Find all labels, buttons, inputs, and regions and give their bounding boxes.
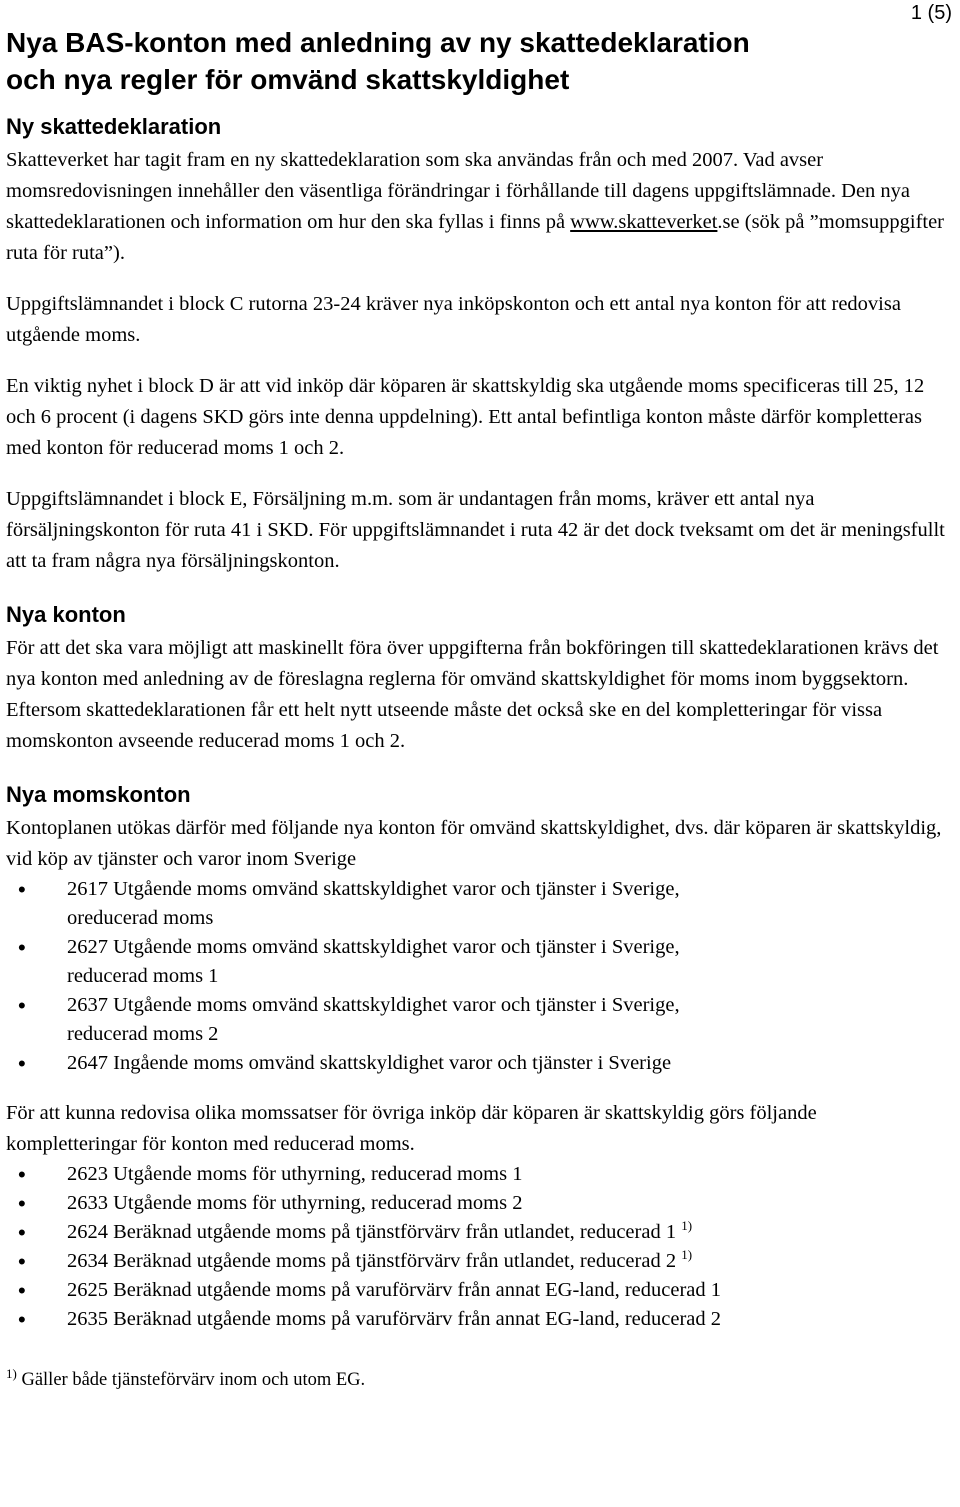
list-item: [6, 1049, 952, 1078]
list-item: [6, 1247, 952, 1276]
heading-nya-konton: Nya konton: [6, 602, 126, 627]
list-item-text: 2635 Beräknad utgående moms på varuförvärv från annat EG-land, reducerad 2: [67, 1308, 722, 1330]
footnote: [6, 1365, 952, 1392]
title-line-2: och nya regler för omvänd skattskyldighet: [6, 64, 570, 95]
list-item: [6, 1218, 952, 1247]
list-item-text: 2637 Utgående moms omvänd skattskyldighet varor och tjänster i Sverige,: [67, 994, 680, 1016]
list-item-text: reducerad moms 2: [67, 1023, 219, 1045]
paragraph-block-d: En viktig nyhet i block D är att vid inköp där köparen är skattskyldig ska utgående moms specificeras till 25, 12 och 6 procent (i dagens SKD görs inte denna uppdelning). Ett antal befintliga konton måste därför kompletteras med konton för reducerad moms 1 och 2.: [6, 375, 925, 459]
footnote-marker: 1): [6, 1365, 17, 1381]
list-item-text: 2647 Ingående moms omvänd skattskyldighet varor och tjänster i Sverige: [67, 1052, 672, 1074]
footnote-reference: 1): [681, 1218, 693, 1234]
account-list-reducerad: [6, 1160, 952, 1334]
paragraph-nya-konton: För att det ska vara möjligt att maskinellt föra över uppgifterna från bokföringen till skattedeklarationen krävs det nya konton med anledning av de föreslagna reglerna för omvänd skattskyldighet för moms inom byggsektorn. Eftersom skattedeklarationen får ett helt nytt utseende måste det också ske en del kompletteringar för vissa momskonton avseende reducerad moms 1 och 2.: [6, 637, 939, 752]
list-item: [6, 875, 952, 933]
list-item-text: oreducerad moms: [67, 907, 214, 929]
paragraph-block-c: Uppgiftslämnandet i block C rutorna 23-24 kräver nya inköpskonton och ett antal nya konton för att redovisa utgående moms.: [6, 293, 901, 346]
title-line-1: Nya BAS-konton med anledning av ny skattedeklaration: [6, 27, 750, 58]
list-item-text: reducerad moms 1: [67, 965, 219, 987]
paragraph-block-e: Uppgiftslämnandet i block E, Försäljning m.m. som är undantagen från moms, kräver ett antal nya försäljningskonton för ruta 41 i SKD. För uppgiftslämnandet i ruta 42 är det dock tveksamt om det är meningsfullt att ta fram några nya försäljningskonton.: [6, 488, 945, 572]
page-number: 1 (5): [910, 2, 952, 24]
list-item-text: 2627 Utgående moms omvänd skattskyldighet varor och tjänster i Sverige,: [67, 936, 680, 958]
list-item: [6, 1305, 952, 1334]
list-item: [6, 1189, 952, 1218]
document-body: [6, 24, 952, 1392]
heading-nya-momskonton: Nya momskonton: [6, 782, 191, 807]
paragraph-kontoplanen: Kontoplanen utökas därför med följande nya konton för omvänd skattskyldighet, dvs. där köparen är skattskyldig, vid köp av tjänster och varor inom Sverige: [6, 817, 942, 870]
list-item: [6, 1276, 952, 1305]
list-item: [6, 991, 952, 1049]
paragraph-kompletteringar: För att kunna redovisa olika momssatser för övriga inköp där köparen är skattskyldig görs följande kompletteringar för konton med reducerad moms.: [6, 1102, 817, 1155]
skatteverket-link[interactable]: www.skatteverket: [570, 211, 718, 233]
list-item-text: 2617 Utgående moms omvänd skattskyldighet varor och tjänster i Sverige,: [67, 878, 680, 900]
list-item-text: 2624 Beräknad utgående moms på tjänstförvärv från utlandet, reducerad 1: [67, 1221, 677, 1243]
footnote-reference: 1): [681, 1247, 693, 1263]
list-item-text: 2634 Beräknad utgående moms på tjänstförvärv från utlandet, reducerad 2: [67, 1250, 677, 1272]
document-title: [6, 24, 952, 98]
paragraph-intro-start: Skatteverket har tagit fram en ny skattedeklaration som ska användas från och med 2007. Vad avser momsredovisningen innehåller den väsentliga förändringar i förhållande till dagens uppgiftslämnade. Den nya skattedeklarationen och information om hur den ska fyllas i finns på: [6, 149, 911, 233]
paragraph-intro-end: .se (sök på ”momsuppgifter ruta för ruta”).: [6, 211, 945, 264]
list-item-text: 2633 Utgående moms för uthyrning, reducerad moms 2: [67, 1192, 523, 1214]
footnote-text: Gäller både tjänsteförvärv inom och utom EG.: [16, 1370, 366, 1390]
list-item-text: 2623 Utgående moms för uthyrning, reducerad moms 1: [67, 1163, 523, 1185]
paragraph-intro: [6, 145, 952, 269]
list-item-text: 2625 Beräknad utgående moms på varuförvärv från annat EG-land, reducerad 1: [67, 1279, 722, 1301]
heading-ny-skattedeklaration: Ny skattedeklaration: [6, 114, 222, 139]
account-list-omvand: [6, 875, 952, 1078]
list-item: [6, 1160, 952, 1189]
list-item: [6, 933, 952, 991]
